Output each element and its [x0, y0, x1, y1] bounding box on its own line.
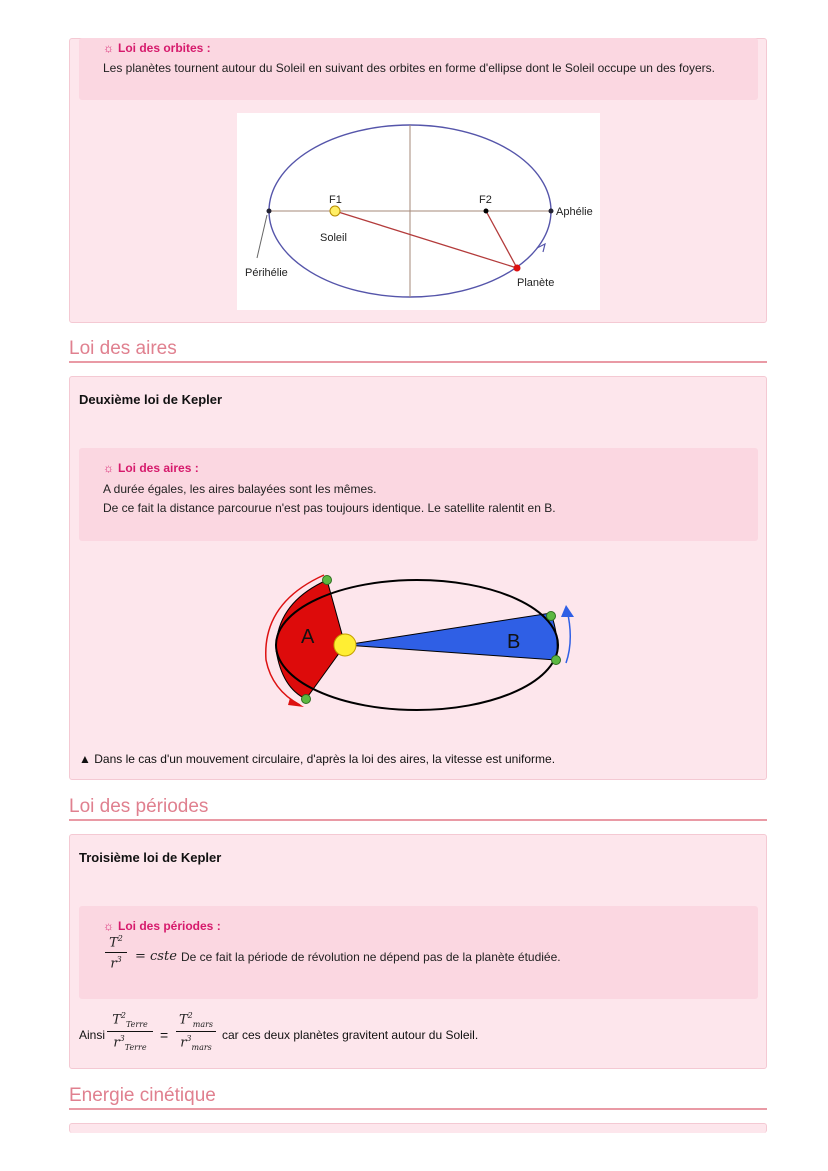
formula-mars: $T^2_{mars}$ $r^3_{mars}$ — [176, 1011, 216, 1052]
section-divider — [69, 819, 767, 821]
label-area-b: B — [507, 631, 521, 653]
equals-sign: = — [160, 1027, 169, 1043]
section-divider — [69, 361, 767, 363]
label-soleil: Soleil — [320, 232, 347, 244]
section-divider — [69, 1108, 767, 1110]
formula-terre: $T^2_{Terre}$ $r^3_{Terre}$ — [107, 1011, 153, 1052]
label-planete: Planète — [517, 277, 555, 289]
subhead-kepler-2: Deuxième loi de Kepler — [79, 392, 223, 407]
section-title-aires: Loi des aires — [69, 338, 177, 359]
areas-figure — [262, 555, 582, 715]
label-f2: F2 — [479, 194, 492, 206]
callout-loi-aires — [79, 448, 758, 541]
formula-rhs: = cste — [135, 949, 177, 964]
section-title-periodes: Loi des périodes — [69, 796, 209, 817]
label-perihelie: Périhélie — [245, 267, 288, 279]
label-aphelie: Aphélie — [556, 206, 593, 218]
label-area-a: A — [301, 626, 315, 648]
callout-title — [103, 919, 221, 933]
callout-text: De ce fait la période de révolution ne dépend pas de la planète étudiée. — [181, 950, 561, 964]
formula-t2-over-r3: $T^2$ $r^3$ — [105, 934, 127, 972]
callout-title-text: Loi des aires : — [118, 461, 199, 475]
callout-line-2: De ce fait la distance parcourue n'est pas toujours identique. Le satellite ralentit en B. — [103, 501, 556, 515]
subhead-kepler-3: Troisième loi de Kepler — [79, 850, 222, 865]
warning-icon: ▲ — [79, 752, 91, 766]
callout-text: Les planètes tournent autour du Soleil en suivant des orbites en forme d'ellipse dont le Soleil occupe un des foyers. — [103, 61, 716, 75]
callout-line-1: A durée égales, les aires balayées sont les mêmes. — [103, 482, 377, 496]
callout-title — [103, 41, 211, 55]
conclusion-text: car ces deux planètes gravitent autour du Soleil. — [222, 1028, 479, 1042]
callout-loi-periodes — [79, 906, 758, 999]
label-f1: F1 — [329, 194, 342, 206]
callout-loi-orbites — [79, 38, 758, 100]
panel-energie — [69, 1123, 767, 1133]
callout-title-text: Loi des périodes : — [118, 919, 221, 933]
sun-marker — [330, 206, 340, 216]
ainsi-label: Ainsi — [79, 1028, 106, 1042]
bug-icon: ☼ — [103, 461, 114, 475]
warning-text: Dans le cas d'un mouvement circulaire, d'après la loi des aires, la vitesse est uniforme. — [94, 752, 556, 766]
sun-marker — [334, 634, 356, 656]
warning-note — [79, 752, 555, 766]
bug-icon: ☼ — [103, 41, 114, 55]
callout-title — [103, 461, 199, 475]
bug-icon: ☼ — [103, 919, 114, 933]
orbit-figure — [237, 113, 600, 310]
planet-marker — [514, 265, 521, 272]
section-title-energie: Energie cinétique — [69, 1085, 216, 1106]
callout-title-text: Loi des orbites : — [118, 41, 211, 55]
